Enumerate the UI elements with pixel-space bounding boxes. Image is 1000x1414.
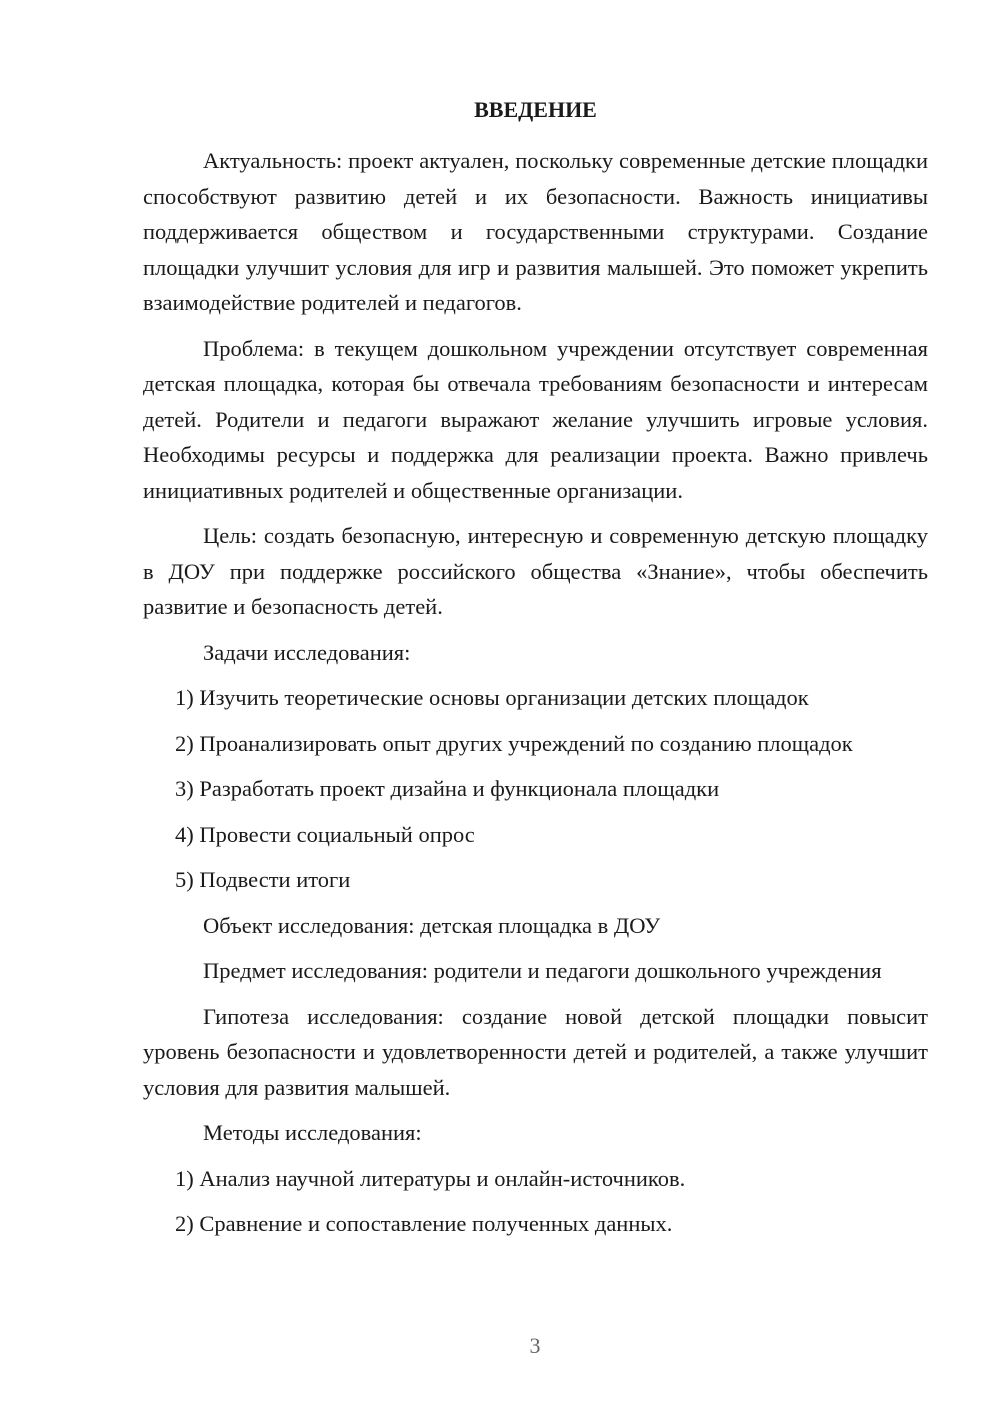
relevance-paragraph: Актуальность: проект актуален, поскольку современные детские площадки способствуют развитию детей и их безопасности. Важность инициативы поддерживается обществом и государственными структурами. Создание площадки улучшит условия для игр и развития малышей. Это поможет укрепить взаимодействие родителей и педагогов. bbox=[143, 148, 928, 315]
task-item-5: 5) Подвести итоги bbox=[175, 867, 351, 892]
task-item-4: 4) Провести социальный опрос bbox=[175, 821, 475, 847]
hypothesis-paragraph: Гипотеза исследования: создание новой детской площадки повысит уровень безопасности и удовлетворенности детей и родителей, а также улучшит условия для развития малышей. bbox=[143, 1003, 928, 1100]
object-paragraph: Объект исследования: детская площадка в ДОУ bbox=[203, 912, 661, 938]
section-heading: ВВЕДЕНИЕ bbox=[474, 97, 597, 122]
page-number: 3 bbox=[529, 1333, 541, 1358]
goal-paragraph: Цель: создать безопасную, интересную и современную детскую площадку в ДОУ при поддержке российского общества «Знание», чтобы обеспечить развитие и безопасность детей. bbox=[143, 523, 928, 619]
tasks-title: Задачи исследования: bbox=[203, 639, 411, 665]
document-page bbox=[143, 95, 928, 1252]
problem-paragraph: Проблема: в текущем дошкольном учреждении отсутствует современная детская площадка, которая бы отвечала требованиям безопасности и интересам детей. Родители и педагоги выражают желание улучшить игровые условия. Необходимы ресурсы и поддержка для реализации проекта. Важно привлечь инициативных родителей и общественные организации. bbox=[143, 335, 928, 503]
methods-title: Методы исследования: bbox=[203, 1120, 422, 1145]
subject-paragraph: Предмет исследования: родители и педагоги дошкольного учреждения bbox=[203, 958, 882, 983]
task-item-1: 1) Изучить теоретические основы организации детских площадок bbox=[175, 685, 809, 710]
task-item-3: 3) Разработать проект дизайна и функционала площадки bbox=[175, 776, 720, 801]
method-item-2: 2) Сравнение и сопоставление полученных данных. bbox=[175, 1211, 673, 1236]
task-item-2: 2) Проанализировать опыт других учреждений по созданию площадок bbox=[175, 730, 853, 756]
method-item-1: 1) Анализ научной литературы и онлайн-источников. bbox=[175, 1165, 686, 1191]
